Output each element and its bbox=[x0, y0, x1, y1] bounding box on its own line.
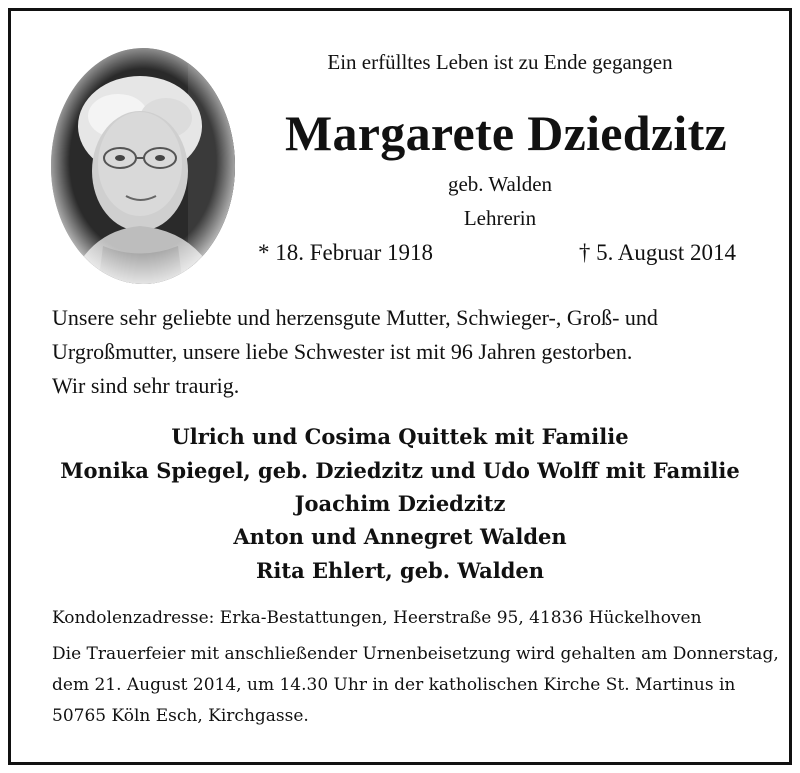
family-line: Ulrich und Cosima Quittek mit Familie bbox=[171, 424, 629, 449]
family-line: Monika Spiegel, geb. Dziedzitz und Udo Wolff mit Familie bbox=[60, 458, 740, 483]
message-line: Wir sind sehr traurig. bbox=[52, 373, 240, 398]
message-line: Unsere sehr geliebte und herzensgute Mutter, Schwieger-, Groß- und bbox=[52, 305, 658, 330]
occupation: Lehrerin bbox=[463, 206, 537, 230]
family-line: Rita Ehlert, geb. Walden bbox=[255, 558, 545, 583]
family-line: Joachim Dziedzitz bbox=[294, 491, 506, 516]
deceased-name: Margarete Dziedzitz bbox=[284, 105, 728, 161]
condolence-address: Kondolenzadresse: Erka-Bestattungen, Heerstraße 95, 41836 Hückelhoven bbox=[52, 608, 702, 628]
ceremony-line: 50765 Köln Esch, Kirchgasse. bbox=[52, 706, 309, 726]
intro-line: Ein erfülltes Leben ist zu Ende gegangen bbox=[327, 50, 673, 74]
message-line: Urgroßmutter, unsere liebe Schwester ist mit 96 Jahren gestorben. bbox=[52, 339, 633, 364]
birth-name: geb. Walden bbox=[447, 172, 553, 196]
portrait-photo bbox=[48, 46, 238, 286]
birth-date: * 18. Februar 1918 bbox=[258, 240, 434, 265]
ceremony-line: dem 21. August 2014, um 14.30 Uhr in der katholischen Kirche St. Martinus in bbox=[52, 675, 736, 695]
family-line: Anton und Annegret Walden bbox=[233, 524, 567, 549]
ceremony-line: Die Trauerfeier mit anschließender Urnenbeisetzung wird gehalten am Donnerstag, bbox=[52, 644, 779, 664]
death-date: † 5. August 2014 bbox=[578, 240, 736, 265]
